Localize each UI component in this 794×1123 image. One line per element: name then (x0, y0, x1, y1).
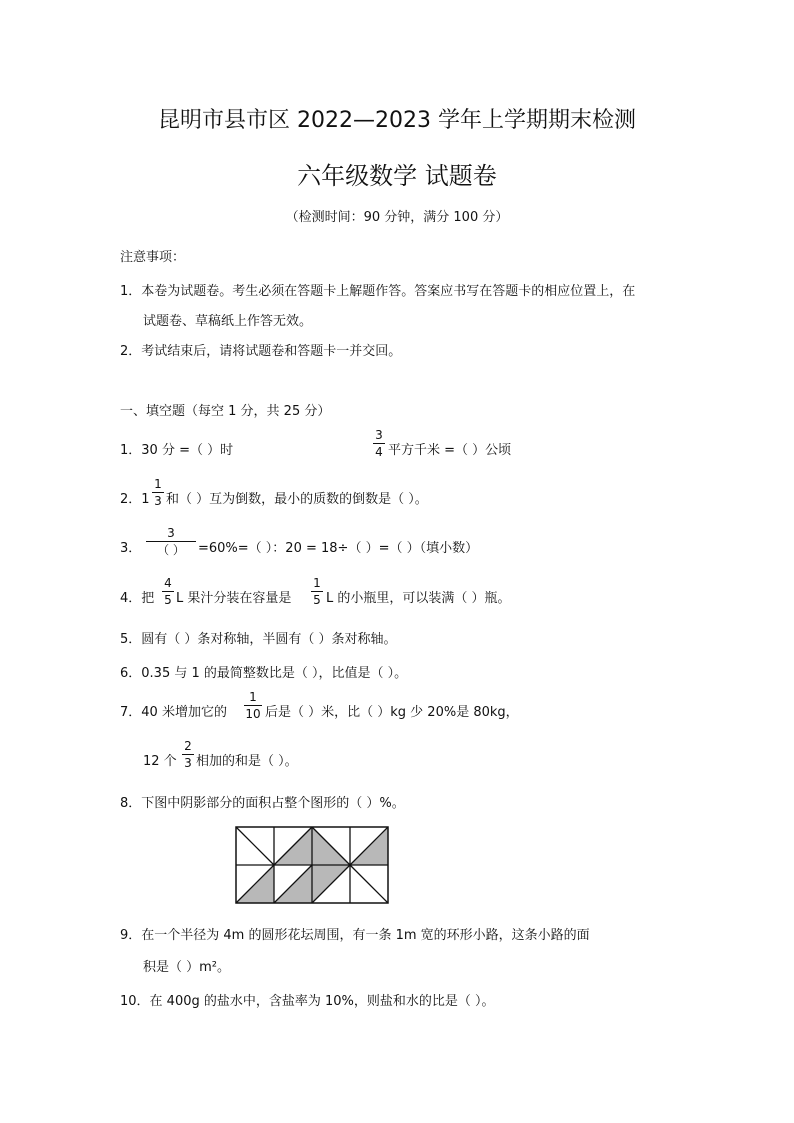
question-1-part-a: 1．30 分 =（ ）时 (120, 443, 234, 458)
question-4-part-a: 4．把 (120, 591, 155, 606)
exam-info: （检测时间：90 分钟，满分 100 分） (285, 210, 509, 225)
question-7-part-d: 相加的和是（ ）。 (196, 754, 298, 769)
fraction-denominator: （ ） (157, 543, 185, 557)
fraction-denominator: 5 (313, 593, 321, 607)
question-3-text: =60%=（ ）：20 = 18÷（ ）=（ ）（填小数） (198, 541, 479, 556)
question-5: 5．圆有（ ）条对称轴，半圆有（ ）条对称轴。 (120, 632, 397, 647)
question-4-fraction-1 (162, 576, 174, 607)
fraction-numerator: 1 (249, 690, 257, 704)
question-9-line-a: 9．在一个半径为 4m 的圆形花坛周围，有一条 1m 宽的环形小路，这条小路的面 (120, 928, 590, 943)
note-1-line-b: 试题卷、草稿纸上作答无效。 (143, 314, 313, 329)
note-1-line-a: 1．本卷为试题卷。考生必须在答题卡上解题作答。答案应书写在答题卡的相应位置上，在 (120, 284, 636, 299)
fraction-bar (152, 492, 164, 493)
question-10: 10．在 400g 的盐水中，含盐率为 10%，则盐和水的比是（ ）。 (120, 994, 495, 1009)
fraction-denominator: 5 (164, 593, 172, 607)
question-7-fraction-2 (182, 739, 194, 770)
question-2-text: 和（ ）互为倒数，最小的质数的倒数是（ ）。 (166, 492, 428, 507)
question-7-fraction-1 (244, 690, 262, 721)
note-2: 2．考试结束后，请将试题卷和答题卡一并交回。 (120, 344, 402, 359)
diagonal-line (350, 865, 388, 903)
fraction-bar (244, 705, 262, 706)
question-7-part-a: 7．40 米增加它的 (120, 705, 227, 720)
diagonal-line (236, 827, 274, 865)
question-2-prefix: 2．1 (120, 492, 150, 507)
figure-shapes (236, 827, 388, 903)
fraction-bar (311, 591, 323, 592)
question-4-fraction-2 (311, 576, 323, 607)
question-1-part-b: 平方千米 =（ ）公顷 (388, 443, 512, 458)
fraction-numerator: 4 (164, 576, 172, 590)
question-7-part-c: 12 个 (143, 754, 177, 769)
fraction-denominator: 3 (154, 494, 162, 508)
exam-subtitle: 六年级数学 试题卷 (297, 162, 497, 190)
fraction-denominator: 10 (245, 707, 261, 721)
fraction-denominator: 4 (375, 445, 383, 459)
question-3-fraction (146, 526, 196, 557)
fraction-bar (162, 591, 174, 592)
shaded-grid-svg (235, 826, 389, 904)
notes-heading: 注意事项： (120, 250, 186, 265)
fraction-bar (373, 443, 385, 444)
fraction-bar (182, 754, 194, 755)
fraction-bar (146, 541, 196, 542)
question-4-part-b: L 果汁分装在容量是 (176, 591, 292, 606)
question-2-fraction (152, 477, 164, 508)
shaded-grid-figure (235, 826, 389, 908)
question-1-fraction (373, 428, 385, 459)
section-1-heading: 一、填空题（每空 1 分，共 25 分） (120, 404, 331, 419)
fraction-numerator: 1 (154, 477, 162, 491)
fraction-denominator: 3 (184, 756, 192, 770)
question-8: 8．下图中阴影部分的面积占整个图形的（ ）%。 (120, 796, 405, 811)
exam-title: 昆明市县市区 2022—2023 学年上学期期末检测 (158, 108, 636, 133)
question-9-line-b: 积是（ ）m²。 (143, 960, 231, 975)
question-6: 6．0.35 与 1 的最简整数比是（ ），比值是（ ）。 (120, 666, 408, 681)
fraction-numerator: 3 (167, 526, 175, 540)
fraction-numerator: 3 (375, 428, 383, 442)
question-7-part-b: 后是（ ）米，比（ ）kg 少 20%是 80kg， (265, 705, 519, 720)
fraction-numerator: 1 (313, 576, 321, 590)
fraction-numerator: 2 (184, 739, 192, 753)
question-3-prefix: 3． (120, 541, 142, 556)
question-4-part-c: L 的小瓶里，可以装满（ ）瓶。 (326, 591, 511, 606)
